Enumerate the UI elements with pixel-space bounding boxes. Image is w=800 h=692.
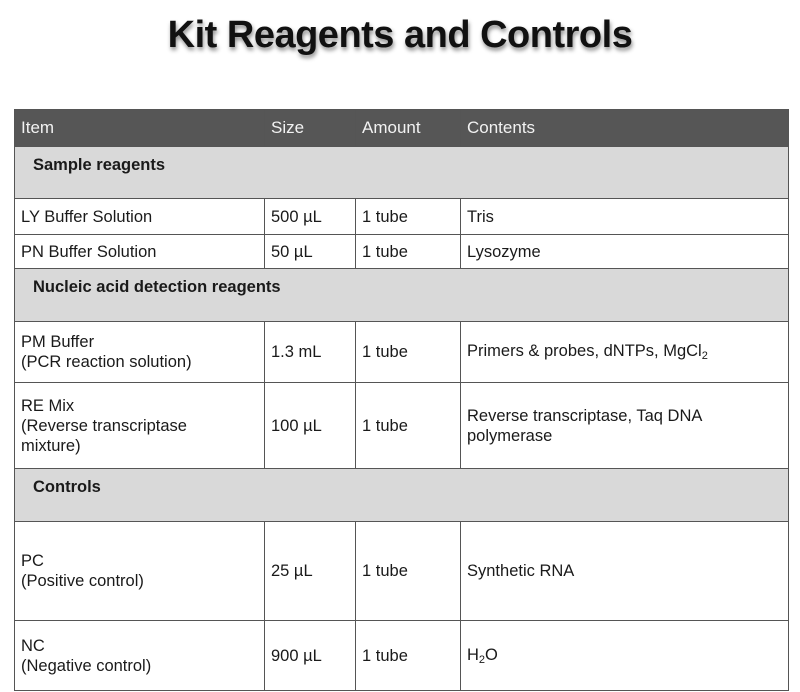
item-cell	[15, 235, 265, 269]
amount-cell: 1 tube	[356, 235, 461, 269]
item-name: RE Mix	[21, 396, 75, 415]
table-row	[15, 199, 789, 235]
table-header-row	[15, 110, 789, 147]
amount-cell: 1 tube	[356, 322, 461, 383]
item-description: mixture)	[21, 436, 81, 455]
section-heading: Controls	[15, 469, 789, 522]
item-cell	[15, 621, 265, 691]
item-name: PC	[21, 552, 44, 570]
contents-cell	[461, 621, 789, 691]
table-row	[15, 522, 789, 621]
item-cell	[15, 383, 265, 469]
size-cell: 25 µL	[265, 522, 356, 621]
contents-cell	[461, 383, 789, 469]
section-heading: Nucleic acid detection reagents	[15, 269, 789, 322]
table-row	[15, 235, 789, 269]
contents-cell: Synthetic RNA	[461, 522, 789, 621]
item-cell	[15, 522, 265, 621]
header-contents: Contents	[461, 110, 789, 147]
size-cell: 900 µL	[265, 621, 356, 691]
item-name: LY Buffer Solution	[21, 207, 153, 226]
table-row	[15, 383, 789, 469]
table-row	[15, 322, 789, 383]
contents-text: Primers & probes, dNTPs, MgCl	[467, 342, 702, 360]
contents-text: O	[485, 645, 498, 664]
amount-cell: 1 tube	[356, 522, 461, 621]
item-description: (PCR reaction solution)	[21, 353, 192, 371]
item-cell	[15, 199, 265, 235]
contents-text: polymerase	[467, 426, 553, 445]
item-cell	[15, 322, 265, 383]
item-description: (Reverse transcriptase	[21, 416, 187, 435]
contents-subscript: 2	[701, 350, 708, 362]
header-amount: Amount	[356, 110, 461, 147]
contents-subscript: 2	[478, 653, 486, 666]
header-size: Size	[265, 110, 356, 147]
size-cell: 50 µL	[265, 235, 356, 269]
header-item: Item	[15, 110, 265, 147]
page-title: Kit Reagents and Controls	[167, 14, 633, 56]
table-row	[15, 621, 789, 691]
reagents-table	[14, 109, 789, 691]
contents-cell: Lysozyme	[461, 235, 789, 269]
size-cell: 1.3 mL	[265, 322, 356, 383]
section-heading: Sample reagents	[15, 147, 789, 199]
contents-text: H	[467, 645, 479, 664]
section-row	[15, 269, 789, 322]
amount-cell: 1 tube	[356, 621, 461, 691]
contents-text: Reverse transcriptase, Taq DNA	[467, 406, 703, 425]
size-cell: 500 µL	[265, 199, 356, 235]
section-row	[15, 469, 789, 522]
contents-cell: Tris	[461, 199, 789, 235]
section-row	[15, 147, 789, 199]
amount-cell: 1 tube	[356, 199, 461, 235]
amount-cell: 1 tube	[356, 383, 461, 469]
item-name: PN Buffer Solution	[21, 242, 157, 261]
item-description: (Positive control)	[21, 572, 144, 590]
item-name: PM Buffer	[21, 333, 95, 351]
item-description: (Negative control)	[21, 656, 152, 675]
size-cell: 100 µL	[265, 383, 356, 469]
contents-cell	[461, 322, 789, 383]
item-name: NC	[21, 636, 45, 655]
